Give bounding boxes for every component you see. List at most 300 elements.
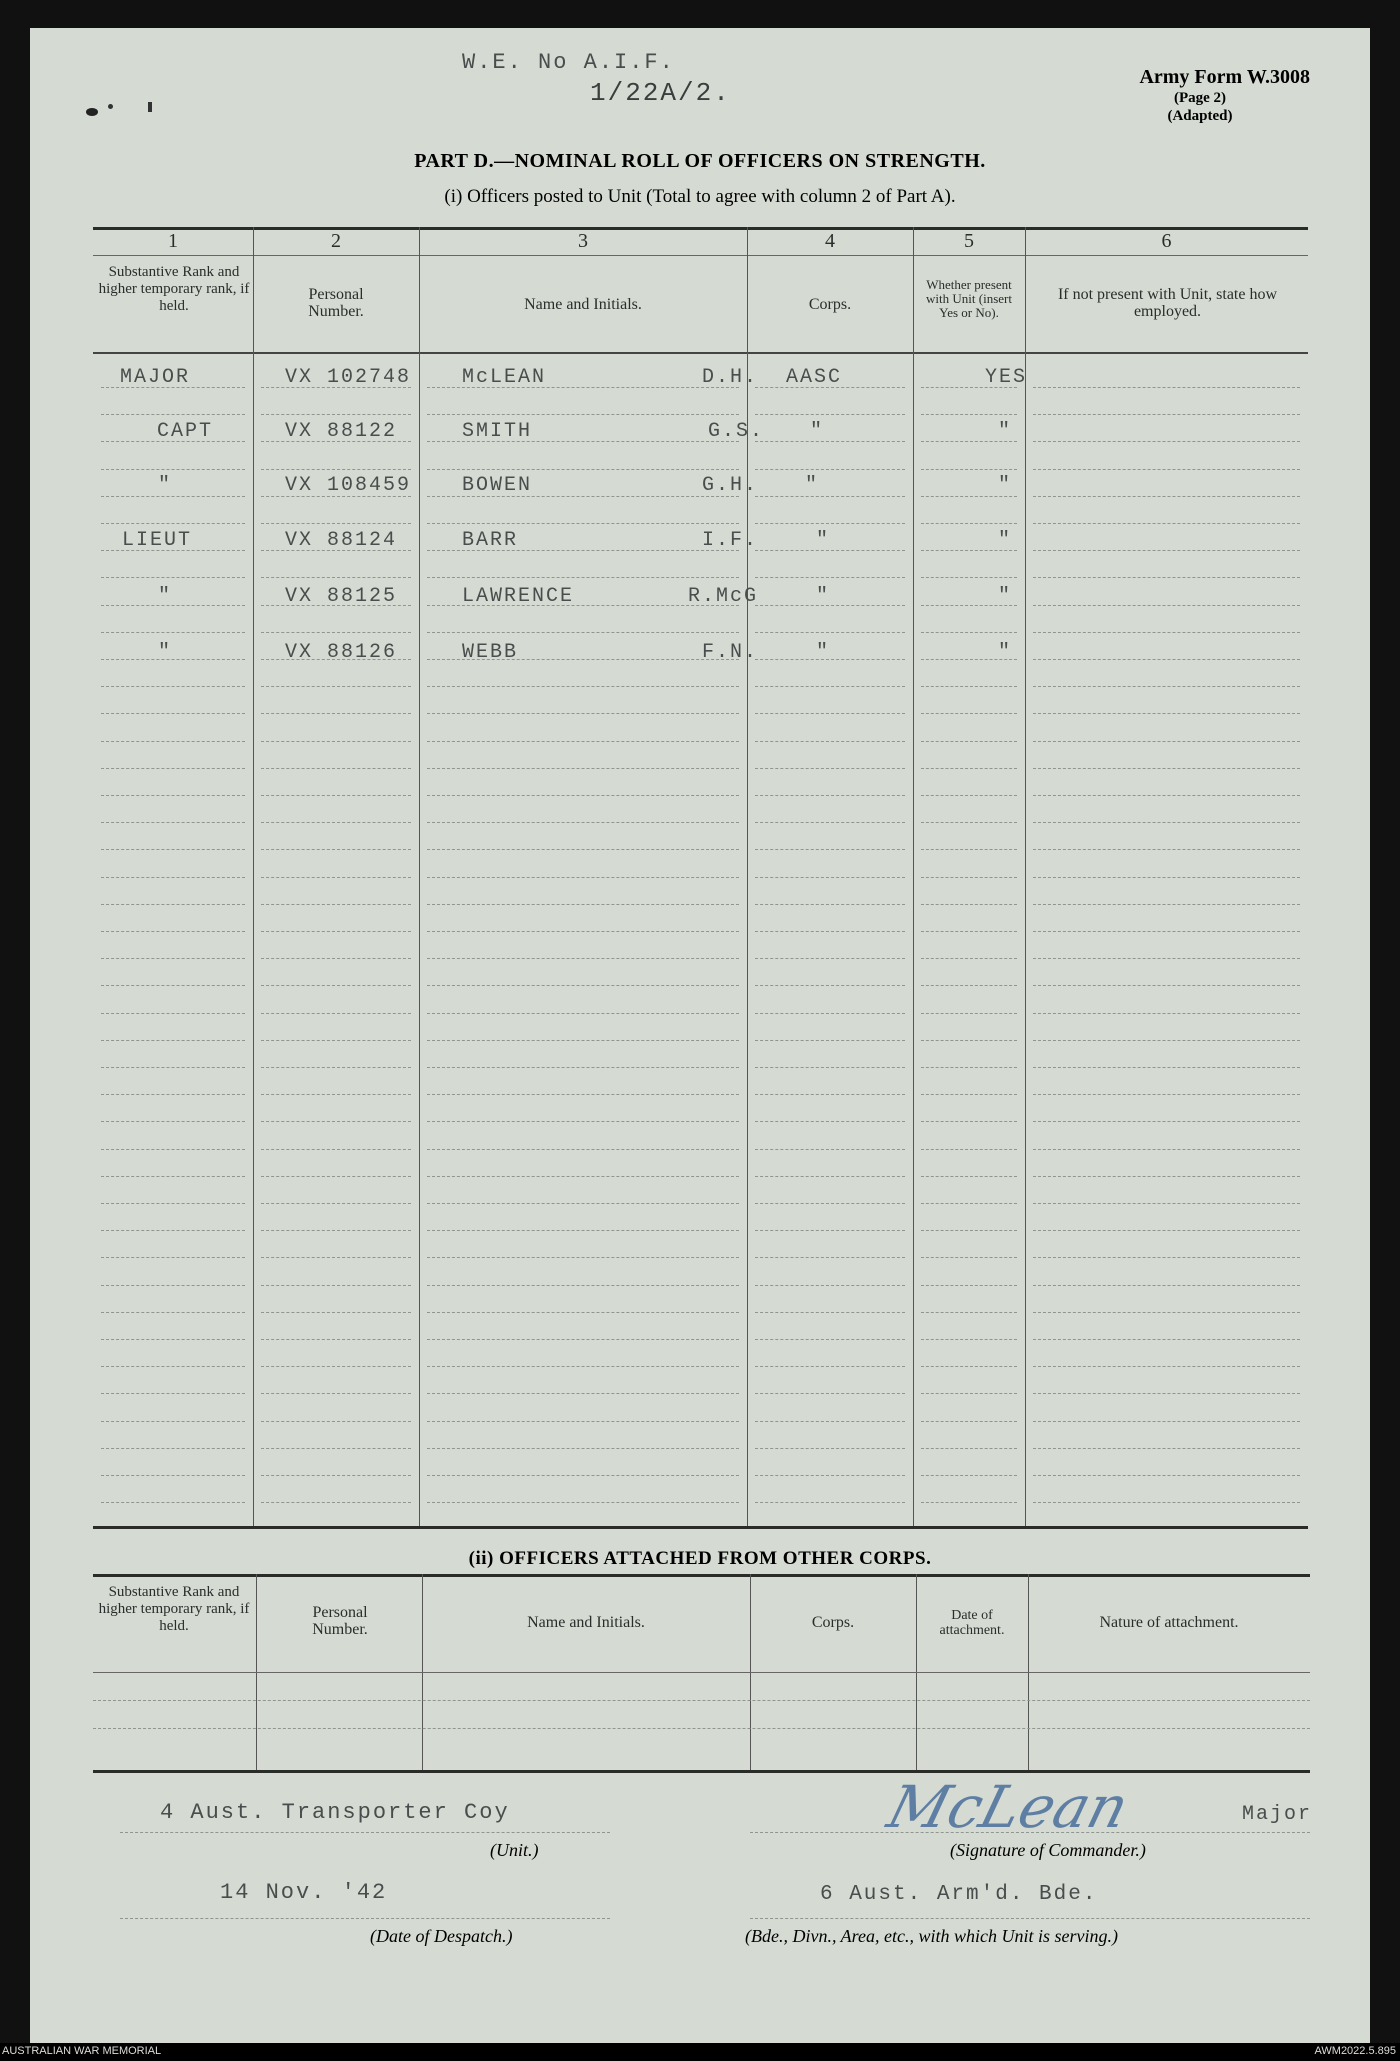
col-divider: [1025, 227, 1026, 1527]
table-ii-header-rule: [93, 1672, 1310, 1673]
ruled-line: [101, 1366, 245, 1367]
ruled-line: [261, 1312, 411, 1313]
form-sheet: [30, 28, 1370, 2043]
ruled-line: [1033, 1040, 1300, 1041]
ruled-line: [261, 1203, 411, 1204]
punch-mark: [108, 104, 113, 109]
ruled-line: [755, 1094, 905, 1095]
col-number: 2: [331, 230, 341, 252]
ruled-line: [921, 1176, 1017, 1177]
ruled-line: [1033, 1502, 1300, 1503]
table-cell-corps: ": [805, 474, 820, 497]
ruled-line: [755, 632, 905, 633]
table-cell-initials: R.McG: [688, 585, 759, 608]
ruled-line: [101, 1040, 245, 1041]
ruled-line: [921, 1040, 1017, 1041]
ruled-line: [101, 768, 245, 769]
ruled-line: [1033, 1448, 1300, 1449]
ruled-line: [261, 931, 411, 932]
col-number: 1: [168, 230, 178, 252]
ruled-line: [921, 1149, 1017, 1150]
ruled-line: [427, 414, 739, 415]
col-divider: [256, 1574, 257, 1772]
despatch-date-value: 14 Nov. '42: [220, 1880, 388, 1905]
ruled-line: [101, 686, 245, 687]
ruled-line: [261, 1230, 411, 1231]
col-header-corps: Corps.: [811, 1614, 855, 1631]
ruled-line: [1033, 1285, 1300, 1286]
col-header-number: Personal Number.: [312, 1604, 368, 1638]
ruled-line: [921, 632, 1017, 633]
ruled-line: [1033, 387, 1300, 388]
ruled-line: [101, 822, 245, 823]
ruled-line: [755, 985, 905, 986]
ruled-line: [101, 1312, 245, 1313]
ruled-line: [101, 1448, 245, 1449]
table-ii-top-rule: [93, 1574, 1310, 1577]
ruled-line: [1033, 605, 1300, 606]
ruled-line: [427, 632, 739, 633]
ruled-line: [101, 1230, 245, 1231]
ruled-line: [755, 1502, 905, 1503]
ruled-line: [427, 958, 739, 959]
ruled-line: [101, 1285, 245, 1286]
col-header-rank: Substantive Rank and higher temporary rank, if held.: [98, 1584, 250, 1634]
table-cell-name: WEBB: [462, 641, 519, 664]
ruled-line: [1033, 1366, 1300, 1367]
ruled-line: [921, 1067, 1017, 1068]
table-cell-rank: ": [158, 585, 173, 608]
ruled-line: [427, 1475, 739, 1476]
ruled-line: [921, 713, 1017, 714]
col-header-rank: Substantive Rank and higher temporary rank, if held.: [98, 264, 250, 314]
ruled-line: [921, 1013, 1017, 1014]
col-divider: [419, 227, 420, 1527]
table-cell-present: ": [998, 641, 1013, 664]
ruled-line: [261, 849, 411, 850]
ruled-line: [1033, 441, 1300, 442]
col-divider: [916, 1574, 917, 1772]
ruled-line: [427, 1448, 739, 1449]
ruled-line: [1033, 414, 1300, 415]
ruled-line: [755, 469, 905, 470]
ruled-line: [1033, 632, 1300, 633]
ruled-line: [755, 877, 905, 878]
ruled-line: [921, 904, 1017, 905]
punch-mark: [86, 108, 98, 116]
ruled-line: [261, 1040, 411, 1041]
ruled-line: [1033, 849, 1300, 850]
ruled-line: [427, 1149, 739, 1150]
ruled-line: [101, 904, 245, 905]
ruled-line: [921, 985, 1017, 986]
ruled-line: [921, 795, 1017, 796]
ruled-line: [1033, 496, 1300, 497]
ruled-line: [261, 1285, 411, 1286]
ruled-line: [261, 1013, 411, 1014]
ruled-line: [261, 1067, 411, 1068]
table-cell-corps: ": [816, 529, 831, 552]
table-cell-name: BARR: [462, 529, 519, 552]
ruled-line: [101, 1502, 245, 1503]
ruled-line: [921, 414, 1017, 415]
ruled-line: [921, 768, 1017, 769]
despatch-date-label: (Date of Despatch.): [370, 1926, 513, 1946]
ruled-line: [101, 523, 245, 524]
ruled-line: [427, 1257, 739, 1258]
ruled-line: [921, 1203, 1017, 1204]
ruled-line: [921, 931, 1017, 932]
ruled-line: [427, 1339, 739, 1340]
ruled-line: [261, 1421, 411, 1422]
ruled-line: [101, 795, 245, 796]
ruled-line: [101, 1421, 245, 1422]
ruled-line: [1033, 931, 1300, 932]
table-cell-number: VX 88122: [285, 420, 398, 443]
table-cell-corps: ": [816, 585, 831, 608]
ruled-line: [101, 713, 245, 714]
ruled-line: [755, 904, 905, 905]
col-number: 4: [825, 230, 835, 252]
ruled-line: [101, 632, 245, 633]
commander-signature: McLean: [880, 1773, 1136, 1841]
ruled-line: [921, 1421, 1017, 1422]
ruled-line: [1033, 1176, 1300, 1177]
ruled-line: [261, 414, 411, 415]
ruled-line: [101, 1257, 245, 1258]
ruled-line: [755, 958, 905, 959]
ruled-line: [921, 1230, 1017, 1231]
table-cell-rank: LIEUT: [122, 529, 193, 552]
ruled-line: [261, 577, 411, 578]
header-rule: [93, 352, 1308, 354]
ruled-line: [755, 1067, 905, 1068]
ruled-line: [921, 849, 1017, 850]
ruled-line: [755, 496, 905, 497]
ruled-line: [261, 1094, 411, 1095]
unit-value: 4 Aust. Transporter Coy: [160, 1800, 510, 1825]
ruled-line: [261, 469, 411, 470]
ruled-line: [427, 1285, 739, 1286]
ruled-line: [120, 1918, 610, 1919]
ruled-line: [921, 1475, 1017, 1476]
ruled-line: [1033, 741, 1300, 742]
ruled-line: [427, 931, 739, 932]
ruled-line: [921, 1448, 1017, 1449]
ruled-line: [1033, 1094, 1300, 1095]
ruled-line: [427, 1366, 739, 1367]
col-header-nature: Nature of attachment.: [1099, 1614, 1239, 1631]
table-cell-rank: CAPT: [157, 420, 214, 443]
form-title: Army Form W.3008: [1139, 66, 1310, 88]
ruled-line: [921, 741, 1017, 742]
table-cell-present: ": [998, 529, 1013, 552]
ruled-line: [750, 1918, 1310, 1919]
ruled-line: [101, 931, 245, 932]
ruled-line: [101, 741, 245, 742]
ruled-line: [261, 1393, 411, 1394]
ruled-line: [261, 822, 411, 823]
col-number: 5: [964, 230, 974, 252]
ruled-line: [427, 822, 739, 823]
col-divider: [253, 227, 254, 1527]
ruled-line: [261, 985, 411, 986]
table-cell-present: ": [998, 420, 1013, 443]
ruled-line: [1033, 795, 1300, 796]
ruled-line: [755, 686, 905, 687]
ruled-line: [101, 877, 245, 878]
col-header-name: Name and Initials.: [524, 296, 642, 313]
table-cell-number: VX 88124: [285, 529, 398, 552]
ruled-line: [755, 1475, 905, 1476]
ruled-line: [261, 1121, 411, 1122]
bde-value: 6 Aust. Arm'd. Bde.: [820, 1883, 1098, 1906]
ruled-line: [755, 1312, 905, 1313]
ruled-line: [1033, 1121, 1300, 1122]
ruled-line: [101, 985, 245, 986]
ruled-line: [101, 958, 245, 959]
table-cell-initials: F.N.: [702, 641, 759, 664]
bde-label: (Bde., Divn., Area, etc., with which Unit is serving.): [745, 1926, 1118, 1946]
ruled-line: [261, 1475, 411, 1476]
col-number: 6: [1161, 230, 1172, 252]
table-cell-name: BOWEN: [462, 474, 533, 497]
ruled-line: [427, 1067, 739, 1068]
ruled-line: [755, 1230, 905, 1231]
ruled-line: [427, 985, 739, 986]
table-cell-number: VX 88125: [285, 585, 398, 608]
unit-label: (Unit.): [490, 1840, 539, 1860]
signature-rank: Major: [1242, 1803, 1313, 1826]
ruled-line: [427, 1176, 739, 1177]
ruled-line: [755, 1257, 905, 1258]
ruled-line: [755, 795, 905, 796]
ruled-line: [427, 768, 739, 769]
ruled-line: [1033, 1312, 1300, 1313]
ruled-line: [1033, 877, 1300, 878]
ruled-line: [101, 605, 245, 606]
ruled-line: [1033, 904, 1300, 905]
ruled-line: [261, 1448, 411, 1449]
archive-institution: AUSTRALIAN WAR MEMORIAL: [2, 2045, 162, 2057]
ruled-line: [921, 1312, 1017, 1313]
table-cell-corps: ": [810, 420, 825, 443]
ruled-line: [755, 1013, 905, 1014]
punch-mark: [148, 102, 152, 112]
we-reference: 1/22A/2.: [590, 78, 731, 108]
col-header-number: Personal Number.: [308, 286, 364, 320]
ruled-line: [101, 1203, 245, 1204]
ruled-line: [755, 1149, 905, 1150]
col-divider: [913, 227, 914, 1527]
ruled-line: [755, 1040, 905, 1041]
table-cell-present: ": [998, 585, 1013, 608]
ruled-line: [921, 1257, 1017, 1258]
ruled-line: [1033, 958, 1300, 959]
ruled-line: [755, 523, 905, 524]
ruled-line: [921, 1094, 1017, 1095]
col-header-corps: Corps.: [808, 296, 852, 313]
ruled-line: [755, 1339, 905, 1340]
ruled-line: [261, 632, 411, 633]
ruled-line: [427, 1121, 739, 1122]
ruled-line: [755, 1421, 905, 1422]
ruled-line: [101, 1013, 245, 1014]
ruled-line: [261, 795, 411, 796]
ruled-line: [261, 1339, 411, 1340]
ruled-line: [427, 795, 739, 796]
ruled-line: [1033, 1067, 1300, 1068]
ruled-line: [1033, 822, 1300, 823]
ruled-line: [261, 1366, 411, 1367]
ruled-line: [755, 768, 905, 769]
ruled-line: [427, 469, 739, 470]
we-number: W.E. No A.I.F.: [462, 50, 675, 75]
ruled-line: [261, 741, 411, 742]
ruled-line: [93, 1700, 1310, 1701]
col-divider: [750, 1574, 751, 1772]
ruled-line: [1033, 577, 1300, 578]
ruled-line: [101, 577, 245, 578]
ruled-line: [101, 1176, 245, 1177]
archive-accession: AWM2022.5.895: [1314, 2045, 1396, 2057]
ruled-line: [427, 1421, 739, 1422]
ruled-line: [101, 659, 245, 660]
ruled-line: [101, 414, 245, 415]
ruled-line: [755, 1448, 905, 1449]
ruled-line: [755, 1393, 905, 1394]
table-cell-number: VX 88126: [285, 641, 398, 664]
ruled-line: [755, 441, 905, 442]
ruled-line: [261, 523, 411, 524]
ruled-line: [427, 1040, 739, 1041]
ruled-line: [427, 577, 739, 578]
col-header-present: Whether present with Unit (insert Yes or No).: [926, 277, 1012, 320]
ruled-line: [755, 1366, 905, 1367]
table-cell-name: LAWRENCE: [462, 585, 575, 608]
ruled-line: [1033, 1203, 1300, 1204]
ruled-line: [427, 1094, 739, 1095]
ruled-line: [427, 1312, 739, 1313]
table-cell-present: YES: [985, 366, 1028, 389]
ruled-line: [261, 1502, 411, 1503]
table-cell-corps: ": [816, 641, 831, 664]
archive-footer: [0, 2043, 1400, 2061]
ruled-line: [93, 1728, 1310, 1729]
ruled-line: [101, 1339, 245, 1340]
part-d-title: PART D.—NOMINAL ROLL OF OFFICERS ON STRENGTH.: [414, 150, 986, 172]
ruled-line: [1033, 1421, 1300, 1422]
table-cell-present: ": [998, 474, 1013, 497]
table-cell-initials: G.S.: [708, 420, 765, 443]
ruled-line: [261, 904, 411, 905]
ruled-line: [427, 713, 739, 714]
ruled-line: [755, 1121, 905, 1122]
ruled-line: [261, 958, 411, 959]
ruled-line: [921, 822, 1017, 823]
ruled-line: [261, 877, 411, 878]
table-cell-rank: ": [158, 641, 173, 664]
table-cell-initials: G.H.: [702, 474, 759, 497]
ruled-line: [1033, 713, 1300, 714]
ruled-line: [921, 1366, 1017, 1367]
ruled-line: [1033, 1013, 1300, 1014]
col-divider: [422, 1574, 423, 1772]
form-adapted: (Adapted): [1167, 108, 1233, 124]
col-number: 3: [578, 230, 588, 252]
ruled-line: [427, 1230, 739, 1231]
ruled-line: [101, 469, 245, 470]
ruled-line: [261, 1257, 411, 1258]
ruled-line: [750, 1832, 1310, 1833]
table-cell-initials: D.H.: [702, 366, 759, 389]
ruled-line: [921, 1339, 1017, 1340]
ruled-line: [755, 577, 905, 578]
ruled-line: [1033, 686, 1300, 687]
ruled-line: [1033, 768, 1300, 769]
ruled-line: [755, 849, 905, 850]
ruled-line: [755, 1176, 905, 1177]
table-cell-number: VX 102748: [285, 366, 412, 389]
ruled-line: [1033, 985, 1300, 986]
ruled-line: [921, 1393, 1017, 1394]
ruled-line: [101, 849, 245, 850]
ruled-line: [1033, 1393, 1300, 1394]
ruled-line: [921, 523, 1017, 524]
ruled-line: [427, 1393, 739, 1394]
ruled-line: [261, 1149, 411, 1150]
ruled-line: [427, 904, 739, 905]
ruled-line: [101, 496, 245, 497]
col-header-date: Date of attachment.: [939, 1608, 1005, 1638]
ruled-line: [261, 713, 411, 714]
ruled-line: [1033, 1149, 1300, 1150]
col-number-rule: [93, 255, 1308, 256]
ruled-line: [101, 1475, 245, 1476]
ruled-line: [921, 577, 1017, 578]
table-cell-corps: AASC: [786, 366, 843, 389]
table-cell-number: VX 108459: [285, 474, 412, 497]
ruled-line: [1033, 469, 1300, 470]
table-cell-name: SMITH: [462, 420, 533, 443]
ruled-line: [755, 741, 905, 742]
col-header-name: Name and Initials.: [527, 1614, 645, 1631]
ruled-line: [427, 741, 739, 742]
ruled-line: [1033, 1257, 1300, 1258]
ruled-line: [101, 1393, 245, 1394]
ruled-line: [755, 1285, 905, 1286]
ruled-line: [755, 713, 905, 714]
ruled-line: [755, 822, 905, 823]
signature-label: (Signature of Commander.): [950, 1840, 1146, 1860]
ruled-line: [921, 877, 1017, 878]
ruled-line: [261, 768, 411, 769]
ruled-line: [101, 1094, 245, 1095]
ruled-line: [921, 958, 1017, 959]
ruled-line: [755, 414, 905, 415]
ruled-line: [755, 931, 905, 932]
table-top-rule: [93, 227, 1308, 230]
ruled-line: [261, 1176, 411, 1177]
ruled-line: [1033, 1475, 1300, 1476]
ruled-line: [427, 523, 739, 524]
ruled-line: [101, 1121, 245, 1122]
ruled-line: [921, 1502, 1017, 1503]
ruled-line: [921, 1121, 1017, 1122]
table-cell-name: McLEAN: [462, 366, 547, 389]
ruled-line: [1033, 523, 1300, 524]
ruled-line: [921, 1285, 1017, 1286]
